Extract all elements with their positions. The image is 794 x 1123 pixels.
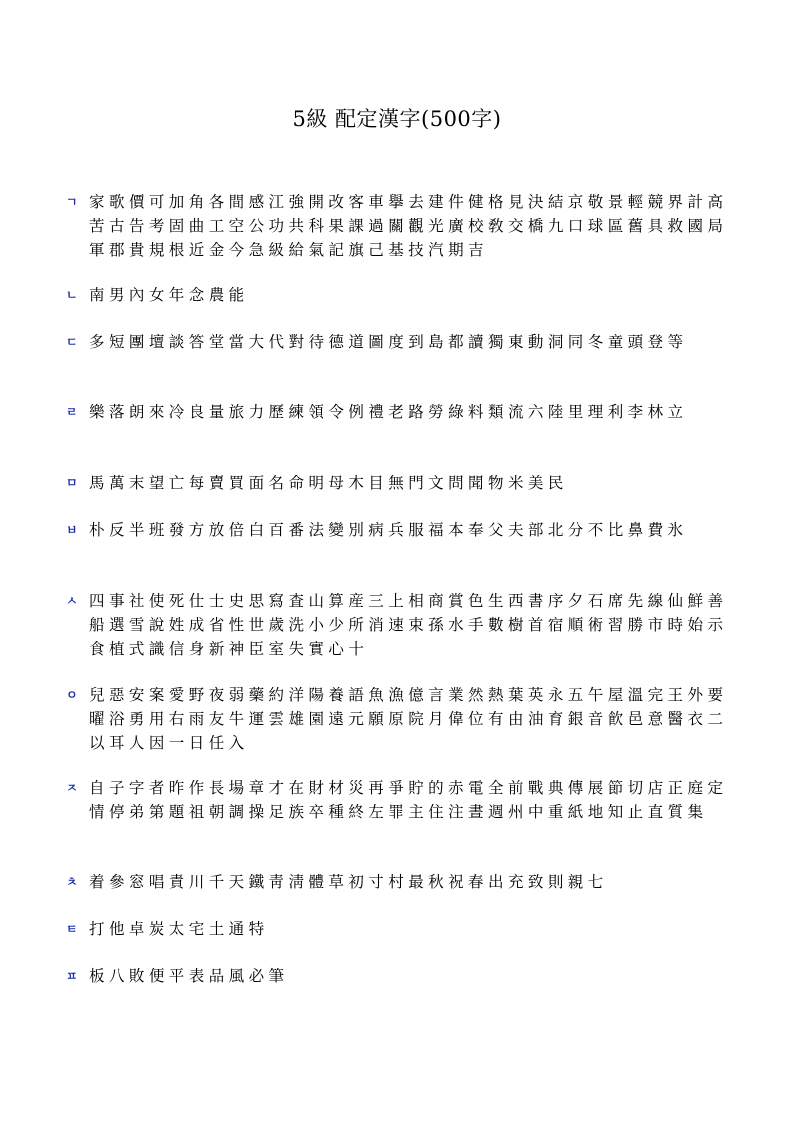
section-initial: ㅌ <box>66 922 78 936</box>
section-hanja-list: 四事社使死仕士史思寫査山算産三上相商賞色生西書序夕石席先線仙鮮善船選雪說姓成省性世歲洗小少所消速束孫水手數樹首宿順術習勝市時始示食植式識信身新神臣室失實心十 <box>89 592 728 658</box>
section-initial: ㅍ <box>66 969 78 983</box>
section-hanja-list: 家歌價可加角各間感江強開改客車擧去建件健格見決結京敬景輕競界計高苦古告考固曲工空公功共科果課過關觀光廣校敎交橋九口球區舊具救國局軍郡貴規根近金今急級給氣記旗己基技汽期吉 <box>89 193 728 259</box>
section-hanja-list: 兒惡安案愛野夜弱藥約洋陽養語魚漁億言業然熱葉英永五午屋溫完王外要曜浴勇用右雨友牛運雲雄園遠元願原院月偉位有由油育銀音飮邑意醫衣二以耳人因一日任入 <box>89 686 728 752</box>
section-initial: ㅁ <box>66 476 78 490</box>
section-initial: ㄴ <box>66 288 78 302</box>
page-title: 5級 配定漢字(500字) <box>292 107 502 131</box>
section-hanja-list: 馬萬末望亡每賣買面名命明母木目無門文問聞物米美民 <box>89 474 568 492</box>
section-hanja-list: 板八敗便平表品風必筆 <box>89 967 289 985</box>
section-initial: ㅈ <box>66 781 78 795</box>
section-initial: ㄹ <box>66 405 78 419</box>
section-hanja-list: 打他卓炭太宅土通特 <box>89 920 269 938</box>
section-hanja-list: 着參窓唱責川千天鐵靑淸體草初寸村最秋祝春出充致則親七 <box>89 873 608 891</box>
section-hanja-list: 多短團壇談答堂當大代對待德道圖度到島都讀獨東動洞同冬童頭登等 <box>89 333 688 351</box>
section-initial: ㅊ <box>66 875 78 889</box>
section-initial: ㅇ <box>66 688 78 702</box>
section-initial: ㄷ <box>66 335 78 349</box>
section-initial: ㄱ <box>66 195 78 209</box>
section-initial: ㅅ <box>66 594 78 608</box>
section-hanja-list: 朴反半班發方放倍白百番法變別病兵服福本奉父夫部北分不比鼻費氷 <box>89 521 688 539</box>
section-hanja-list: 南男內女年念農能 <box>89 286 249 304</box>
section-initial: ㅂ <box>66 523 78 537</box>
section-hanja-list: 樂落朗來冷良量旅力歷練領令例禮老路勞綠料類流六陸里理利李林立 <box>89 403 688 421</box>
section-hanja-list: 自子字者昨作長場章才在財材災再爭貯的赤電全前戰典傳展節切店正庭定情停弟第題祖朝調操足族卒種終左罪主住注晝週州中重紙地知止直質集 <box>89 779 728 821</box>
